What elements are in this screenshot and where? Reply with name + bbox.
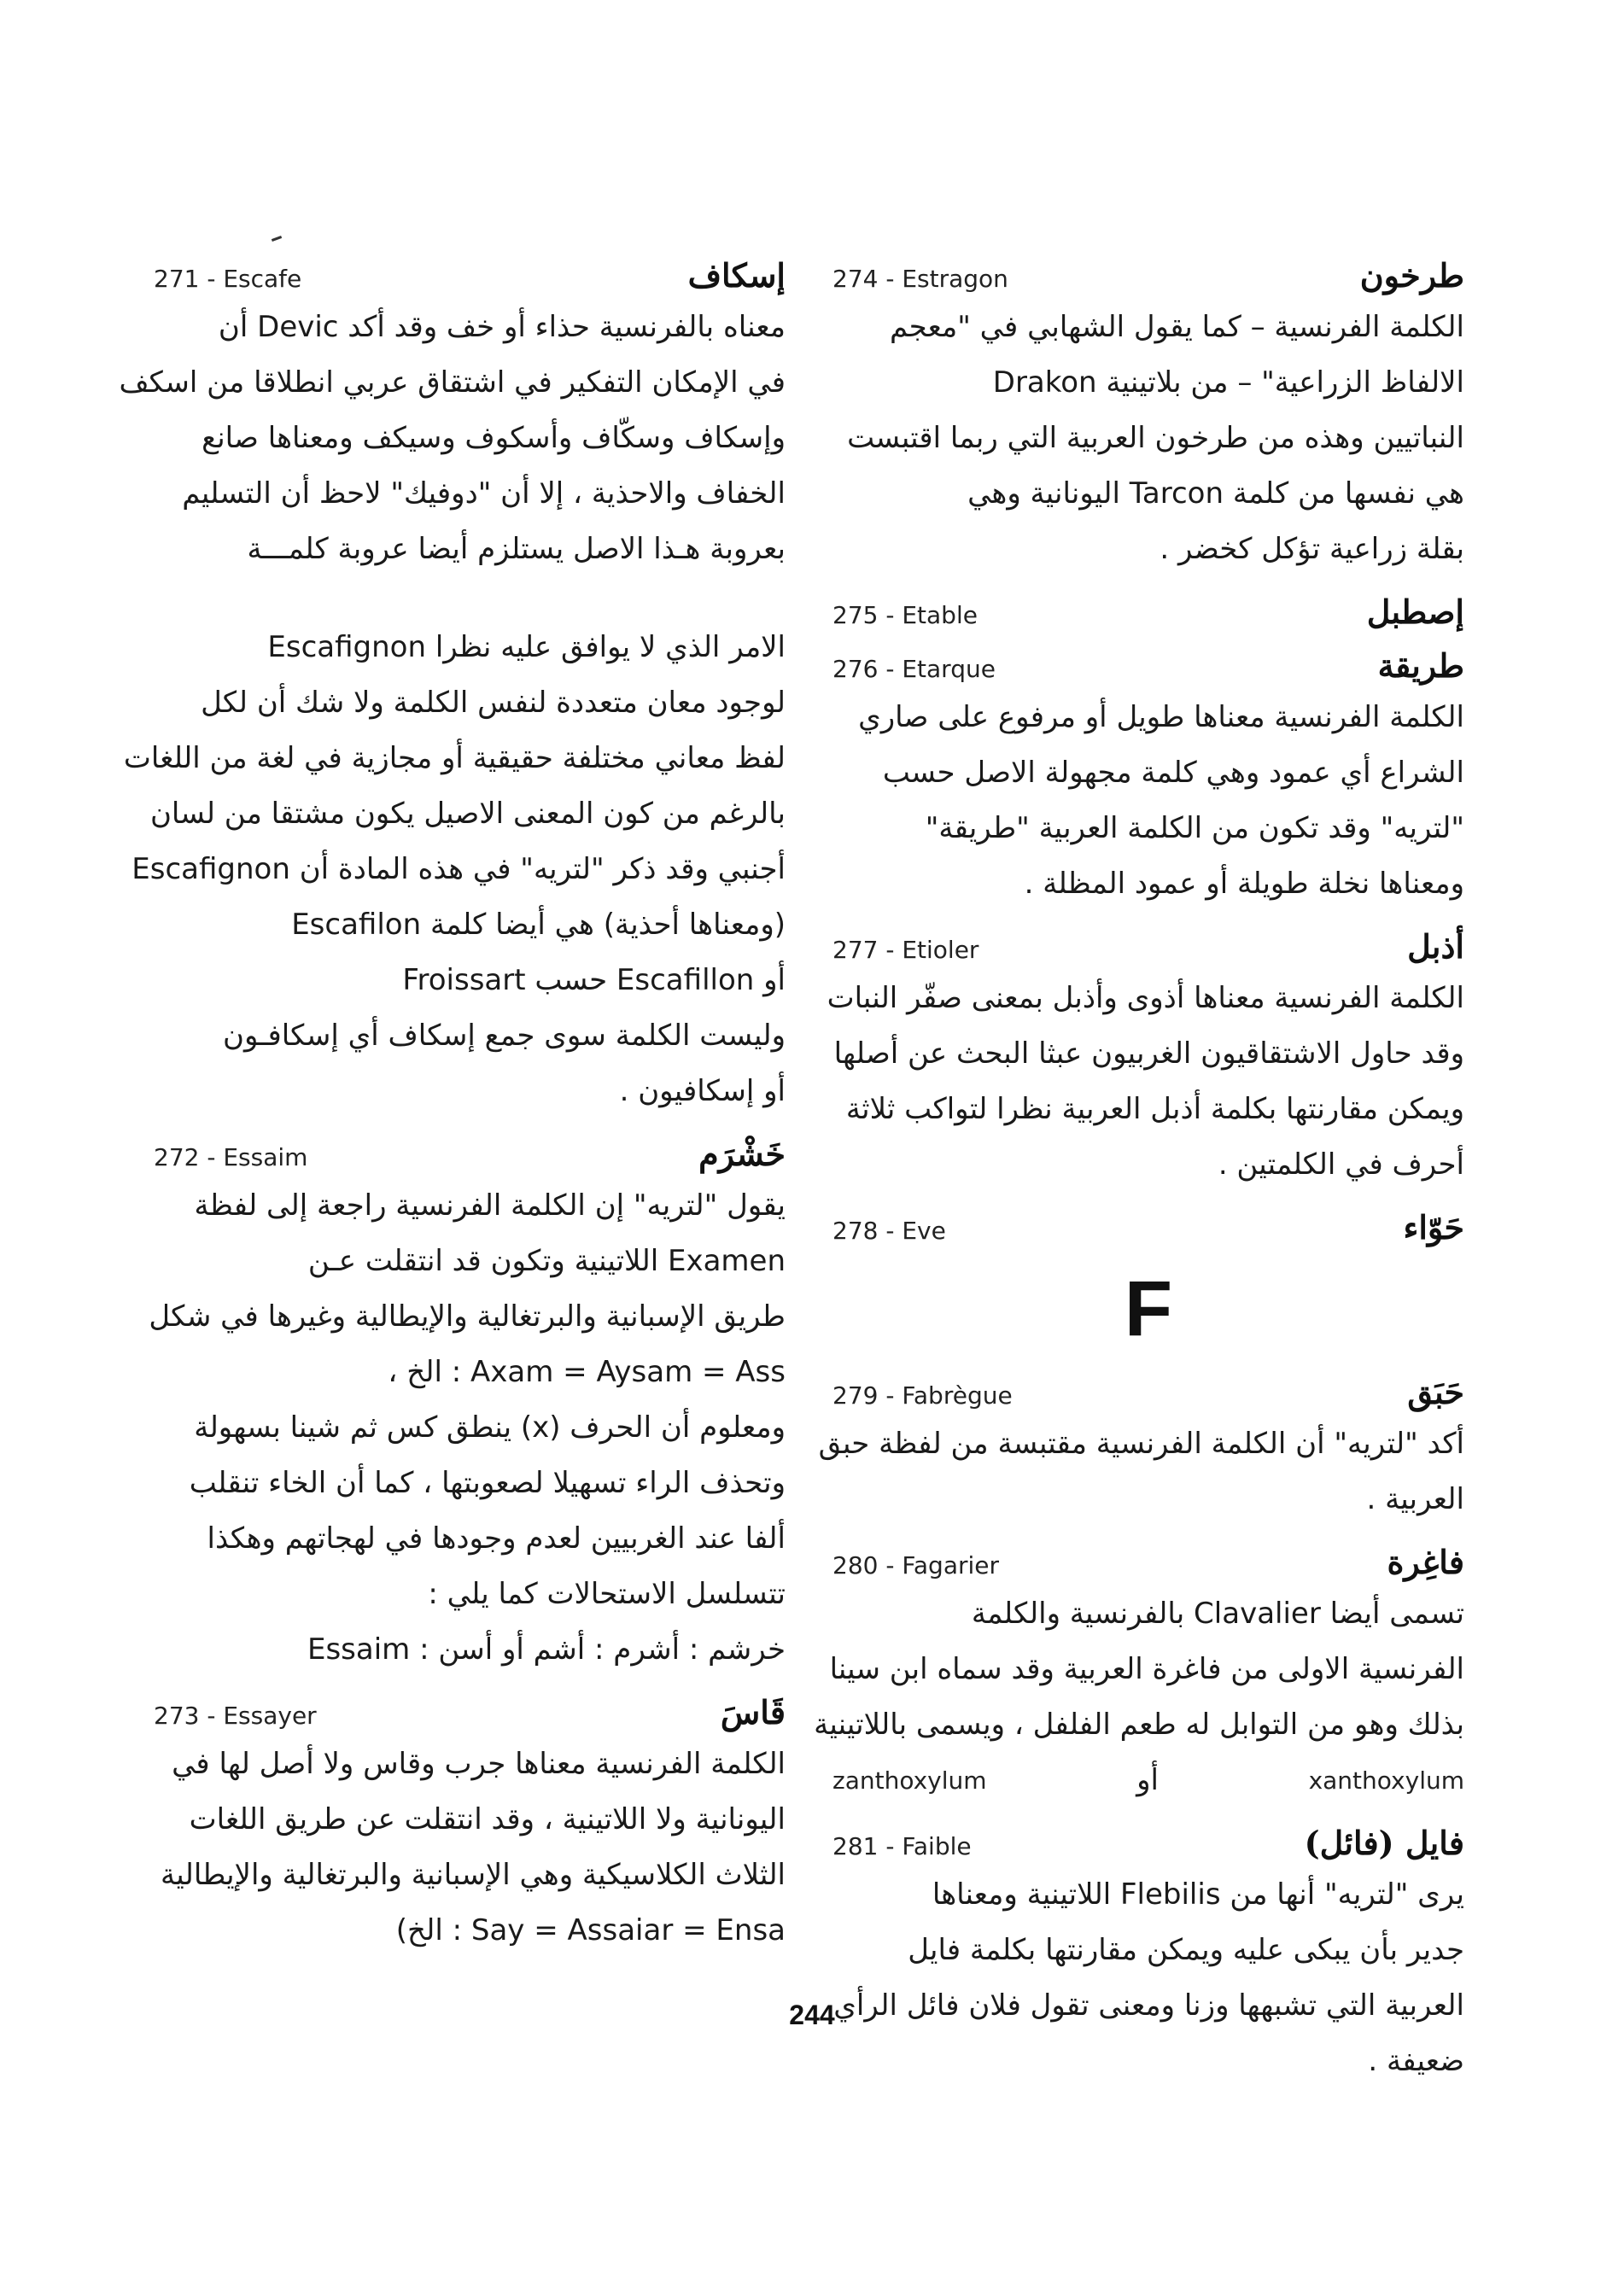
- entry-text-line: الشراع أي عمود وهي كلمة مجهولة الاصل حسب: [882, 756, 1464, 790]
- entry-headword: طرخون: [1359, 256, 1464, 295]
- entry-number: 278 - Eve: [832, 1217, 946, 1245]
- entry-text-line: الخفاف والاحذية ، إلا أن "دوفيك" لاحظ أن التسليم: [182, 476, 786, 511]
- entry-273: [154, 1693, 786, 1959]
- entry-text-line: النباتيين وهذه من طرخون العربية التي ربما اقتبست: [847, 421, 1464, 455]
- entry-text-line: أحرف في الكلمتين .: [1218, 1147, 1464, 1182]
- latin-term: zanthoxylum: [832, 1766, 987, 1795]
- entry-headword: حَوّاء: [1403, 1208, 1464, 1247]
- entry-text-line: أجنبي وقد ذكر "لتريه" في هذه المادة أن Escafignon: [131, 852, 786, 886]
- entry-text-line: أو إسكافيون .: [619, 1074, 786, 1108]
- left-column: [119, 256, 786, 1974]
- entry-text-line: أكد "لتريه" أن الكلمة الفرنسية مقتبسة من لفظة حبق: [818, 1427, 1464, 1461]
- entry-276: [832, 646, 1464, 912]
- entry-text-line: وتحذف الراء تسهيلا لصعوبتها ، كما أن الخاء تنقلب: [189, 1466, 786, 1500]
- entry-text-line: العربية .: [1366, 1482, 1464, 1516]
- entry-text-line: خرشم : أشرم : أشم أو أسن : Essaim: [307, 1632, 786, 1667]
- entry-number: 277 - Etioler: [832, 936, 979, 964]
- entry-text-line: تتسلسل الاستحالات كما يلي :: [428, 1577, 786, 1611]
- entry-text-line: Say = Assaiar = Ensa : الخ): [395, 1913, 786, 1947]
- entry-headword: خَشْرَم: [698, 1135, 786, 1173]
- entry-text-line: أو Escafillon حسب Froissart: [402, 963, 786, 997]
- section-letter: F: [1124, 1265, 1173, 1352]
- entry-text-line: الكلمة الفرنسية معناها طويل أو مرفوع على صاري: [858, 700, 1464, 734]
- print-mark: [272, 236, 282, 242]
- entry-text-line: الكلمة الفرنسية معناها أذوى وأذبل بمعنى صفّر النبات: [827, 981, 1464, 1015]
- entry-number: 273 - Essayer: [154, 1702, 317, 1730]
- entry-text-line: وليست الكلمة سوى جمع إسكاف أي إسكافـون: [223, 1019, 786, 1053]
- latin-term: xanthoxylum: [1308, 1766, 1464, 1795]
- entry-headword: إسكاف: [687, 256, 786, 295]
- entry-text-line: ومعناها نخلة طويلة أو عمود المظلة .: [1024, 867, 1464, 901]
- entry-text-line: ضعيفة .: [1368, 2044, 1464, 2078]
- entry-headword: حَبَق: [1407, 1373, 1464, 1411]
- entry-text-line: بعروبة هـذا الاصل يستلزم أيضا عروبة كلمـــة: [247, 532, 786, 566]
- entry-text-line: اليونانية ولا اللاتينية ، وقد انتقلت عن طريق اللغات: [189, 1802, 786, 1836]
- entry-number: 271 - Escafe: [154, 265, 302, 293]
- entry-text-line: "لتريه" وقد تكون من الكلمة العربية "طريقة": [925, 811, 1464, 845]
- entry-text-line: Examen اللاتينية وتكون قد انتقلت عـن: [307, 1244, 786, 1278]
- entry-headword: قَاسَ: [720, 1693, 786, 1731]
- entry-number: 281 - Faible: [832, 1832, 972, 1860]
- entry-text-line: العربية التي تشبهها وزنا ومعنى تقول فلان فائل الرأي: [833, 1988, 1464, 2023]
- entry-number: 280 - Fagarier: [832, 1551, 1000, 1579]
- entry-text-line: الثلاث الكلاسيكية وهي الإسبانية والبرتغالية والإيطالية: [161, 1858, 786, 1892]
- entry-274: [832, 256, 1464, 577]
- entry-text-line: الفرنسية الاولى من فاغرة العربية وقد سماه ابن سينا: [829, 1652, 1464, 1686]
- entry-text-line: الكلمة الفرنسية – كما يقول الشهابي في "معجم: [890, 310, 1464, 344]
- entry-text-line: الالفاظ الزراعية" – من بلاتينية Drakon: [992, 365, 1464, 400]
- entry-text-line: هي نفسها من كلمة Tarcon اليونانية وهي: [967, 476, 1464, 511]
- entry-279: [818, 1373, 1464, 1527]
- entry-number: 279 - Fabrègue: [832, 1381, 1013, 1410]
- entry-headword: فاغِرة: [1387, 1543, 1464, 1581]
- entry-text-line: الكلمة الفرنسية معناها جرب وقاس ولا أصل لها في: [172, 1747, 786, 1781]
- entry-text-line: لفظ معاني مختلفة حقيقية أو مجازية في لغة من اللغات: [123, 741, 786, 775]
- entry-number: 276 - Etarque: [832, 655, 996, 683]
- entry-278: [832, 1208, 1464, 1247]
- entry-headword: فايل (فائل): [1304, 1824, 1464, 1862]
- entry-text-line: ألفا عند الغربيين لعدم وجودها في لهجاتهم وهكذا: [207, 1521, 786, 1556]
- entry-number: 272 - Essaim: [154, 1143, 308, 1171]
- conjunction: أو: [1136, 1763, 1159, 1797]
- entry-text-line: [832, 1753, 1464, 1808]
- entry-text-line: (ومعناها أحذية) هي أيضا كلمة Escafilon: [291, 908, 786, 942]
- entry-text-line: وقد حاول الاشتقاقيون الغربيون عبثا البحث عن أصلها: [833, 1036, 1464, 1071]
- entry-text-line: طريق الإسبانية والبرتغالية والإيطالية وغيرها في شكل: [149, 1299, 786, 1334]
- entry-text-line: Axam = Aysam = Ass : الخ ،: [388, 1355, 786, 1389]
- entry-text-line: معناه بالفرنسية حذاء أو خف وقد أكد Devic أن: [218, 310, 786, 344]
- entry-text-line: تسمى أيضا Clavalier بالفرنسية والكلمة: [971, 1597, 1464, 1631]
- entry-280: [814, 1543, 1464, 1808]
- entry-277: [827, 927, 1464, 1193]
- entry-number: 274 - Estragon: [832, 265, 1008, 293]
- entry-text-line: بقلة زراعية تؤكل كخضر .: [1160, 532, 1464, 566]
- entry-headword: طريقة: [1377, 646, 1464, 685]
- entry-271: [119, 256, 786, 1119]
- entry-272: [149, 1135, 786, 1678]
- entry-text-line: في الإمكان التفكير في اشتقاق عربي انطلاقا من اسكف: [119, 365, 786, 400]
- entry-281: [832, 1824, 1464, 2089]
- entry-text-line: يرى "لتريه" أنها من Flebilis اللاتينية ومعناها: [932, 1877, 1464, 1912]
- entry-text-line: يقول "لتريه" إن الكلمة الفرنسية راجعة إلى لفظة: [194, 1188, 786, 1223]
- entry-text-line: بذلك وهو من التوابل له طعم الفلفل ، ويسمى باللاتينية: [814, 1708, 1464, 1742]
- right-column: [814, 256, 1464, 2105]
- entry-text-line: لوجود معان متعددة لنفس الكلمة ولا شك أن لكل: [201, 686, 786, 720]
- entry-text-line: ومعلوم أن الحرف (x) ينطق كس ثم شينا بسهولة: [194, 1410, 786, 1445]
- entry-text-line: وإسكاف وسكّاف وأسكوف وسيكف ومعناها صانع: [202, 421, 786, 455]
- entry-number: 275 - Etable: [832, 601, 978, 629]
- entry-text-line: الامر الذي لا يوافق عليه نظرا Escafignon: [267, 630, 786, 664]
- entry-text-line: بالرغم من كون المعنى الاصيل يكون مشتقا من لسان: [149, 797, 786, 831]
- entry-headword: إصطبل: [1366, 593, 1464, 631]
- entry-275: [832, 593, 1464, 631]
- entry-text-line: ويمكن مقارنتها بكلمة أذبل العربية نظرا لتواكب ثلاثة: [845, 1092, 1464, 1126]
- page-number: 244: [789, 2000, 835, 2030]
- entry-headword: أذبل: [1407, 927, 1464, 966]
- entry-text-line: جدير بأن يبكى عليه ويمكن مقارنتها بكلمة فايل: [908, 1933, 1464, 1967]
